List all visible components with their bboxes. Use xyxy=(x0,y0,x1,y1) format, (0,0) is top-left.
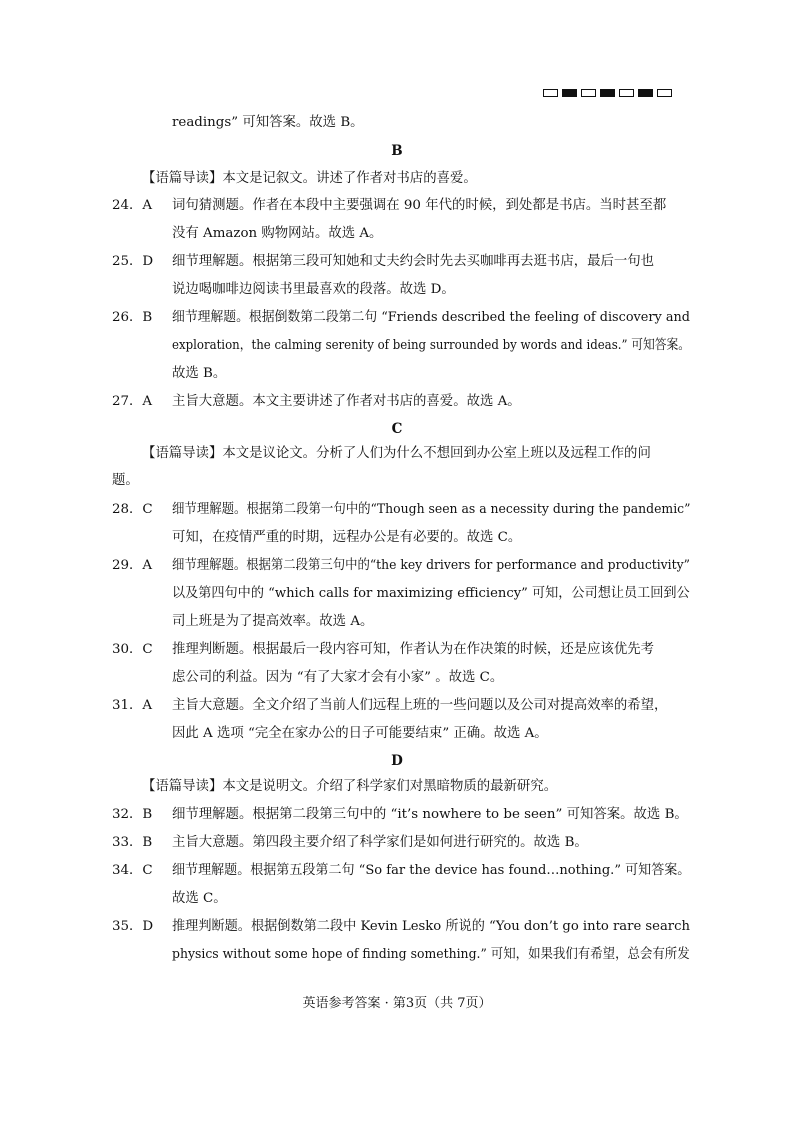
header-mark xyxy=(638,89,653,97)
section-heading-d: D xyxy=(391,753,403,769)
answer-text: 主旨大意题。第四段主要介绍了科学家们是如何进行研究的。故选 B。 xyxy=(172,835,588,850)
answer-text: 细节理解题。根据第二段第一句中的“Though seen as a necessity during the pandemic” xyxy=(172,502,691,517)
answer-text: 词句猜测题。作者在本段中主要强调在 90 年代的时候，到处都是书店。当时甚至都 xyxy=(172,198,667,213)
answer-text: 细节理解题。根据第二段第三句中的 “it’s nowhere to be seen” 可知答案。故选 B。 xyxy=(172,807,688,822)
answer-text: 说边喝咖啡边阅读书里最喜欢的段落。故选 D。 xyxy=(172,282,455,297)
header-mark xyxy=(562,89,577,97)
answer-text: 故选 B。 xyxy=(172,366,227,381)
answer-number: 24．A xyxy=(112,198,153,213)
answer-text: 主旨大意题。全文介绍了当前人们远程上班的一些问题以及公司对提高效率的希望， xyxy=(172,698,668,713)
answer-number: 30．C xyxy=(112,642,153,657)
answer-text: 故选 C。 xyxy=(172,891,227,906)
answer-text: physics without some hope of finding something.” 可知，如果我们有希望，总会有所发 xyxy=(172,947,690,962)
answer-text: 推理判断题。根据倒数第二段中 Kevin Lesko 所说的 “You don’t go into rare search xyxy=(172,919,690,934)
answer-text: 细节理解题。根据第五段第二句 “So far the device has found…nothing.” 可知答案。 xyxy=(172,863,691,878)
answer-text: 以及第四句中的 “which calls for maximizing efficiency” 可知，公司想让员工回到公 xyxy=(172,586,690,601)
section-heading-b: B xyxy=(391,143,403,159)
reading-guide-b: 【语篇导读】本文是记叙文。讲述了作者对书店的喜爱。 xyxy=(142,171,477,186)
header-mark xyxy=(619,89,634,97)
answer-number: 26．B xyxy=(112,310,153,325)
section-heading-c: C xyxy=(391,421,403,437)
answer-number: 28．C xyxy=(112,502,153,517)
answer-number: 35．D xyxy=(112,919,154,934)
answer-text: 虑公司的利益。因为 “有了大家才会有小家” 。故选 C。 xyxy=(172,670,504,685)
reading-guide-d: 【语篇导读】本文是说明文。介绍了科学家们对黑暗物质的最新研究。 xyxy=(142,779,558,794)
answer-number: 27．A xyxy=(112,394,153,409)
answer-text: exploration，the calming serenity of being surrounded by words and ideas.” 可知答案。 xyxy=(172,338,691,353)
header-mark xyxy=(581,89,596,97)
answer-number: 33．B xyxy=(112,835,153,850)
answer-number: 34．C xyxy=(112,863,153,878)
answer-text: 推理判断题。根据最后一段内容可知，作者认为在作决策的时候，还是应该优先考 xyxy=(172,642,655,657)
answer-text: 司上班是为了提高效率。故选 A。 xyxy=(172,614,374,629)
page-footer: 英语参考答案 · 第3页（共 7页） xyxy=(302,996,492,1011)
reading-guide-c-continuation: 题。 xyxy=(112,473,139,488)
answer-text: 细节理解题。根据倒数第二段第二句 “Friends described the feeling of discovery and xyxy=(172,310,690,325)
answer-text: 细节理解题。根据第三段可知她和丈夫约会时先去买咖啡再去逛书店，最后一句也 xyxy=(172,254,655,269)
answer-number: 32．B xyxy=(112,807,153,822)
header-mark xyxy=(543,89,558,97)
answer-text: 细节理解题。根据第二段第三句中的“the key drivers for performance and productivity” xyxy=(172,558,690,573)
answer-text: 因此 A 选项 “完全在家办公的日子可能要结束” 正确。故选 A。 xyxy=(172,726,548,741)
header-mark xyxy=(657,89,672,97)
answer-text: 可知，在疫情严重的时期，远程办公是有必要的。故选 C。 xyxy=(172,530,522,545)
answer-text: 主旨大意题。本文主要讲述了作者对书店的喜爱。故选 A。 xyxy=(172,394,521,409)
reading-guide-c: 【语篇导读】本文是议论文。分析了人们为什么不想回到办公室上班以及远程工作的问 xyxy=(142,446,651,461)
answer-text: 没有 Amazon 购物网站。故选 A。 xyxy=(172,226,383,241)
answer-number: 31．A xyxy=(112,698,153,713)
header-mark xyxy=(600,89,615,97)
answer-number: 29．A xyxy=(112,558,153,573)
answer-number: 25．D xyxy=(112,254,154,269)
answer-continuation: readings” 可知答案。故选 B。 xyxy=(172,115,364,130)
header-marks xyxy=(543,89,672,97)
